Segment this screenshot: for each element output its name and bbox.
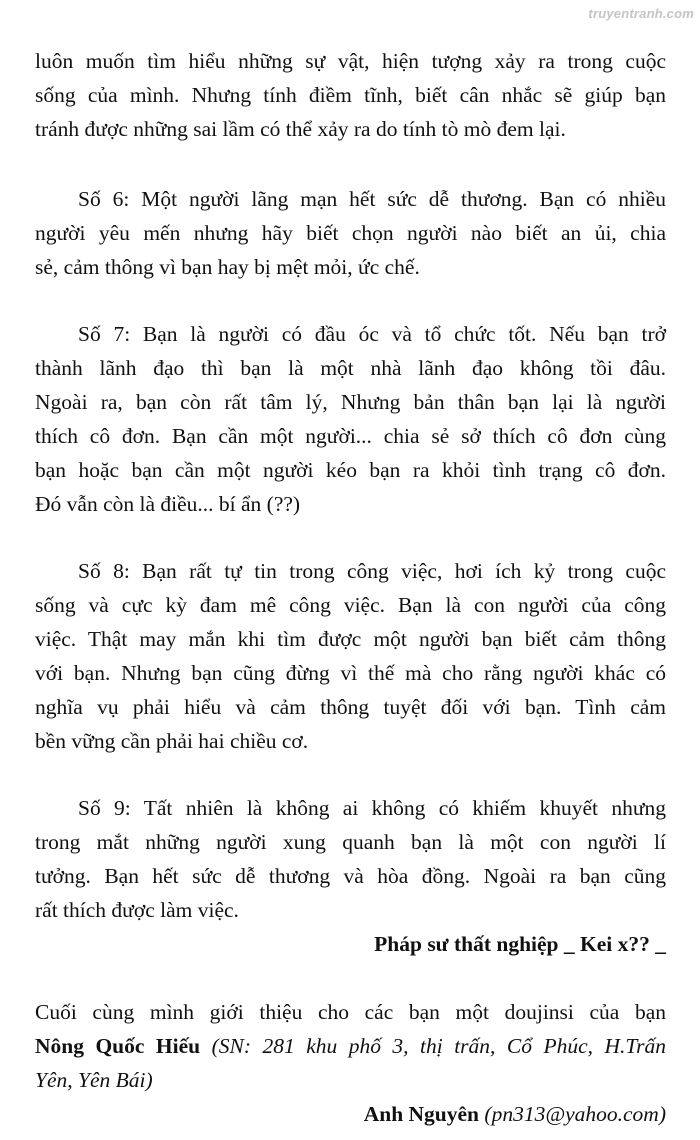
- text-line: Ngoài ra, bạn còn rất tâm lý, Nhưng bản thân bạn lại là người: [35, 390, 666, 414]
- signature-author: Pháp sư thất nghiệp _ Kei x?? _: [374, 932, 666, 956]
- paragraph-intro: [35, 44, 666, 146]
- signature-contributor: [35, 1097, 666, 1131]
- text-line: [35, 1029, 666, 1063]
- text-line: Đó vẫn còn là điều... bí ẩn (??): [35, 492, 301, 516]
- featured-author-name: Nông Quốc Hiếu: [35, 1034, 201, 1058]
- featured-author-address: (SN: 281 khu phố 3, thị trấn, Cổ Phúc, H.Trấn: [211, 1034, 667, 1058]
- contributor-name: Anh Nguyên: [363, 1102, 480, 1126]
- text-line: bạn hoặc bạn cần một người kéo bạn ra khỏi tình trạng cô đơn.: [35, 458, 666, 482]
- text-line: tưởng. Bạn hết sức dễ thương và hòa đồng. Ngoài ra bạn cũng: [35, 864, 666, 888]
- text-line: người yêu mến nhưng hãy biết chọn người nào biết an ủi, chia: [35, 221, 666, 245]
- text-line: Cuối cùng mình giới thiệu cho các bạn một doujinsi của bạn: [35, 1000, 666, 1024]
- text-line: rất thích được làm việc.: [35, 898, 239, 922]
- text-line: Số 7: Bạn là người có đầu óc và tổ chức tốt. Nếu bạn trở: [78, 322, 666, 346]
- contributor-email: (pn313@yahoo.com): [484, 1102, 666, 1126]
- paragraph-so-9: [35, 791, 666, 927]
- text-line: nghĩa vụ phải hiểu và cảm thông tuyệt đối với bạn. Tình cảm: [35, 695, 666, 719]
- text-line: Yên, Yên Bái): [35, 1068, 153, 1092]
- document-page: [35, 44, 666, 1131]
- paragraph-so-7: [35, 317, 666, 521]
- paragraph-closing: [35, 995, 666, 1097]
- text-line: việc. Thật may mắn khi tìm được một người bạn biết cảm thông: [35, 627, 666, 651]
- text-line: trong mắt những người xung quanh bạn là một con người lí: [35, 830, 666, 854]
- text-line: luôn muốn tìm hiểu những sự vật, hiện tượng xảy ra trong cuộc: [35, 49, 666, 73]
- text-line: thành lãnh đạo thì bạn là một nhà lãnh đạo không tồi đâu.: [35, 356, 666, 380]
- text-line: tránh được những sai lầm có thể xảy ra do tính tò mò đem lại.: [35, 117, 566, 141]
- paragraph-so-8: [35, 554, 666, 758]
- paragraph-so-6: [35, 182, 666, 284]
- text-line: Số 6: Một người lãng mạn hết sức dễ thương. Bạn có nhiều: [78, 187, 666, 211]
- text-line: với bạn. Nhưng bạn cũng đừng vì thế mà cho rằng người khác có: [35, 661, 666, 685]
- text-line: Số 9: Tất nhiên là không ai không có khiếm khuyết nhưng: [78, 796, 666, 820]
- text-line: thích cô đơn. Bạn cần một người... chia sẻ sở thích cô đơn cùng: [35, 424, 666, 448]
- text-line: sẻ, cảm thông vì bạn hay bị mệt mỏi, ức chế.: [35, 255, 420, 279]
- text-line: bền vững cần phải hai chiều cơ.: [35, 729, 309, 753]
- text-line: Số 8: Bạn rất tự tin trong công việc, hơi ích kỷ trong cuộc: [78, 559, 666, 583]
- watermark: truyentranh.com: [588, 6, 694, 21]
- text-line: sống và cực kỳ đam mê công việc. Bạn là con người của công: [35, 593, 666, 617]
- text-line: sống của mình. Nhưng tính điềm tĩnh, biết cân nhắc sẽ giúp bạn: [35, 83, 666, 107]
